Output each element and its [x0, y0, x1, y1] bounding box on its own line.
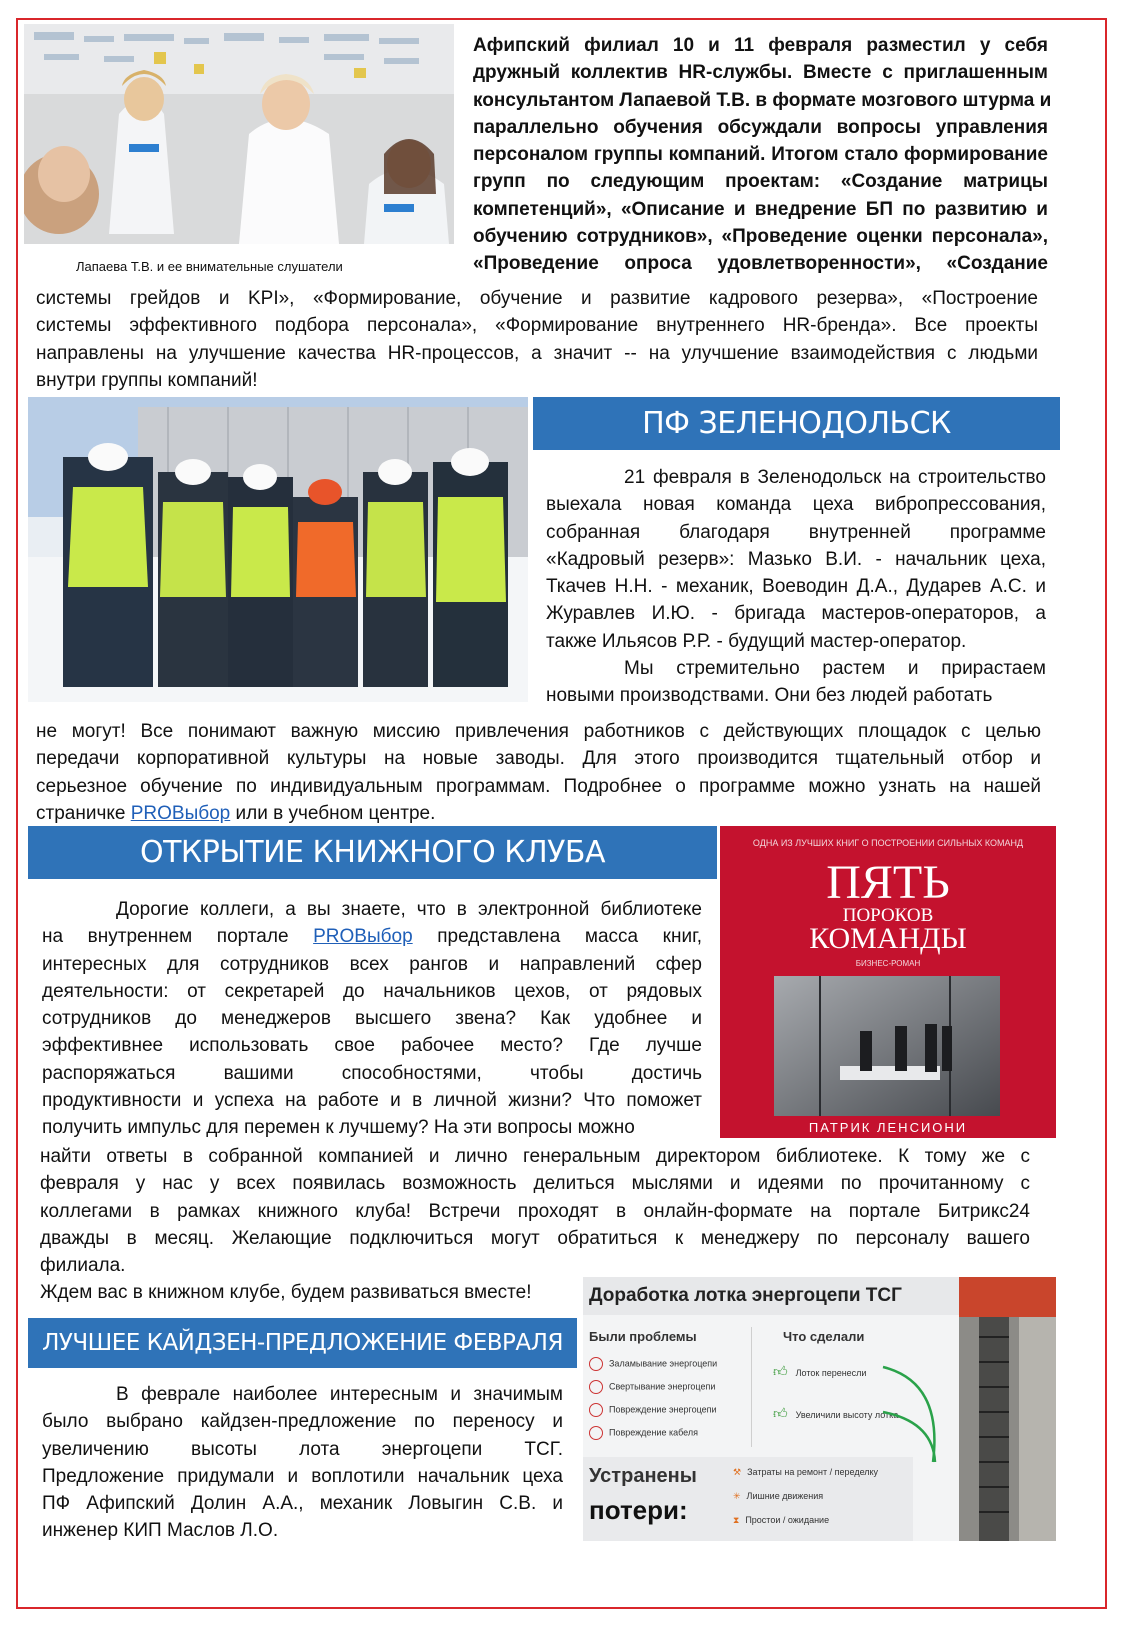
hr-workshop-photo [24, 24, 454, 244]
kaizen-paragraph: В феврале наиболее интересным и значимым было выбрано кайдзен-предложение по переносу и увеличению высоты лота энергоцепи ТСГ. Предложение придумали и воплотили начальник цеха ПФ Афипский Долин А.А., механик Ловыгин С.В. и инженер КИП Маслов Л.О. [42, 1384, 563, 1542]
hourglass-icon: ⧗ [733, 1515, 740, 1525]
thumbs-up-icon: 👍︎ [773, 1405, 788, 1421]
kaizen-slide-title: Доработка лотка энергоцепи ТСГ [583, 1277, 959, 1315]
construction-team-photo [28, 397, 528, 702]
intro-paragraph-top: Афипский филиал 10 и 11 февраля разместил у себя дружный коллектив HR-службы. Вместе с приглашенным консультантом Лапаевой Т.В. в формате мозгового штурма и параллельно обучения обсуждали вопросы управления персоналом группы компаний. Итогом стало формирование групп по следующим проектам: «Создание матрицы компетенций», «Описание и внедрение БП по развитию и обучению сотрудников», «Проведение оценки персонала», «Проведение опроса удовлетворенности», «Создание [473, 35, 1052, 275]
loss-item: ✳ Лишние движения [733, 1491, 824, 1501]
zelenodolsk-paragraph-full: не могут! Все понимают важную миссию привлечения работников с действующих площадок с целью передачи корпоративной культуры на новые заводы. Для этого производится тщательный отбор и серьезное обучение по индивидуальным программам. Подробнее о программе можно узнать на нашей страничке PROВыбор или в учебном центре. [36, 721, 1041, 824]
book-title-line3: КОМАНДЫ [809, 922, 967, 955]
problem-item: Заламывание энергоцепи [589, 1357, 717, 1371]
loss-item: ⧗ Простои / ожидание [733, 1515, 830, 1525]
losses-label-2: потери: [589, 1495, 688, 1525]
probybor-link-library[interactable]: PROВыбор [313, 926, 413, 948]
repair-icon: ⚒ [733, 1467, 742, 1477]
sad-face-icon [589, 1403, 603, 1417]
thumbs-up-icon: 👍︎ [773, 1363, 788, 1379]
problem-item: Свертывание энергоцепи [589, 1380, 715, 1394]
done-header: Что сделали [783, 1329, 865, 1344]
zelenodolsk-paragraph-right: 21 февраля в Зеленодольск на строительство выехала новая команда цеха вибропрессования, собранная благодаря внутренней программе «Кадровый резерв»: Мазько В.И. - начальник цеха, Ткачев Н.Н. - механик, Воеводин Д.А., Дударев А.С. и Журавлев И.Ю. - бригада мастеров-операторов, а также Ильясов Р.Р. - будущий мастер-оператор. Мы стремительно растем и прирастаем новыми производствами. Они без людей работать [546, 467, 1046, 707]
probybor-link[interactable]: PROВыбор [130, 802, 231, 824]
sad-face-icon [589, 1380, 603, 1394]
section-title-zelenodolsk: ПФ ЗЕЛЕНОДОЛЬСК [533, 397, 1060, 450]
losses-label: Устранены [589, 1465, 697, 1487]
book-cover [720, 826, 1056, 1138]
photo-caption: Лапаева Т.В. и ее внимательные слушатели [76, 259, 343, 274]
energy-chain-tray-photo [959, 1277, 1056, 1541]
problem-item: Повреждение кабеля [589, 1426, 698, 1440]
sad-face-icon [589, 1426, 603, 1440]
book-club-paragraph-full: найти ответы в собранной компанией и лично генеральным директором библиотеке. К тому же с февраля у нас у всех появилась возможность делиться мыслями и идеями по прочитанному с коллегами в рамках книжного клуба! Встречи проходят в онлайн-формате на портале Битрикс24 дважды в месяц. Желающие подключиться могут обратиться к менеджеру по персоналу вашего филиала. Ждем вас в книжном клубе, будем развиваться вместе! [40, 1146, 1030, 1304]
book-title-line1: ПЯТЬ [826, 856, 950, 909]
intro-paragraph-bottom: системы грейдов и KPI», «Формирование, обучение и развитие кадрового резерва», «Построение системы эффективного подбора персонала», «Формирование внутреннего HR-бренда». Все проекты направлены на улучшение качества HR-процессов, а значит -- на улучшение взаимодействия с людьми внутри группы компаний! [36, 288, 1038, 391]
problem-item: Повреждение энергоцепи [589, 1403, 717, 1417]
kaizen-slide [583, 1277, 1056, 1541]
done-item: 👍︎ Увеличили высоту лотка [773, 1405, 899, 1421]
section-title-kaizen: ЛУЧШЕЕ КАЙДЗЕН-ПРЕДЛОЖЕНИЕ ФЕВРАЛЯ [28, 1318, 577, 1368]
sad-face-icon [589, 1357, 603, 1371]
slide-divider [751, 1327, 752, 1447]
green-arrow-icon [873, 1362, 963, 1472]
running-icon: ✳ [733, 1491, 741, 1501]
book-title-line2: ПОРОКОВ [842, 905, 934, 926]
book-author: ПАТРИК ЛЕНСИОНИ [808, 1120, 968, 1135]
loss-item: ⚒ Затраты на ремонт / переделку [733, 1467, 879, 1477]
book-genre: БИЗНЕС-РОМАН [855, 959, 921, 968]
book-club-paragraph-left: Дорогие коллеги, а вы знаете, что в электронной библиотеке на внутреннем портале PROВыбор представлена масса книг, интересных для сотрудников всех рангов и направлений сфер деятельности: от секретарей до начальников цехов, от рядовых сотрудников до менеджеров высшего звена? Как удобнее и эффективнее использовать свое рабочее место? Где лучше распоряжаться вашими способностями, чтобы достичь продуктивности и успеха на работе и в личной жизни? Что поможет получить импульс для перемен к лучшему? На эти вопросы можно [42, 899, 702, 1139]
book-tagline: ОДНА ИЗ ЛУЧШИХ КНИГ О ПОСТРОЕНИИ СИЛЬНЫХ КОМАНД [752, 838, 1024, 848]
problems-header: Были проблемы [589, 1329, 697, 1344]
section-title-book-club: ОТКРЫТИЕ КНИЖНОГО КЛУБА [28, 826, 717, 879]
done-item: 👍︎ Лоток перенесли [773, 1363, 867, 1379]
